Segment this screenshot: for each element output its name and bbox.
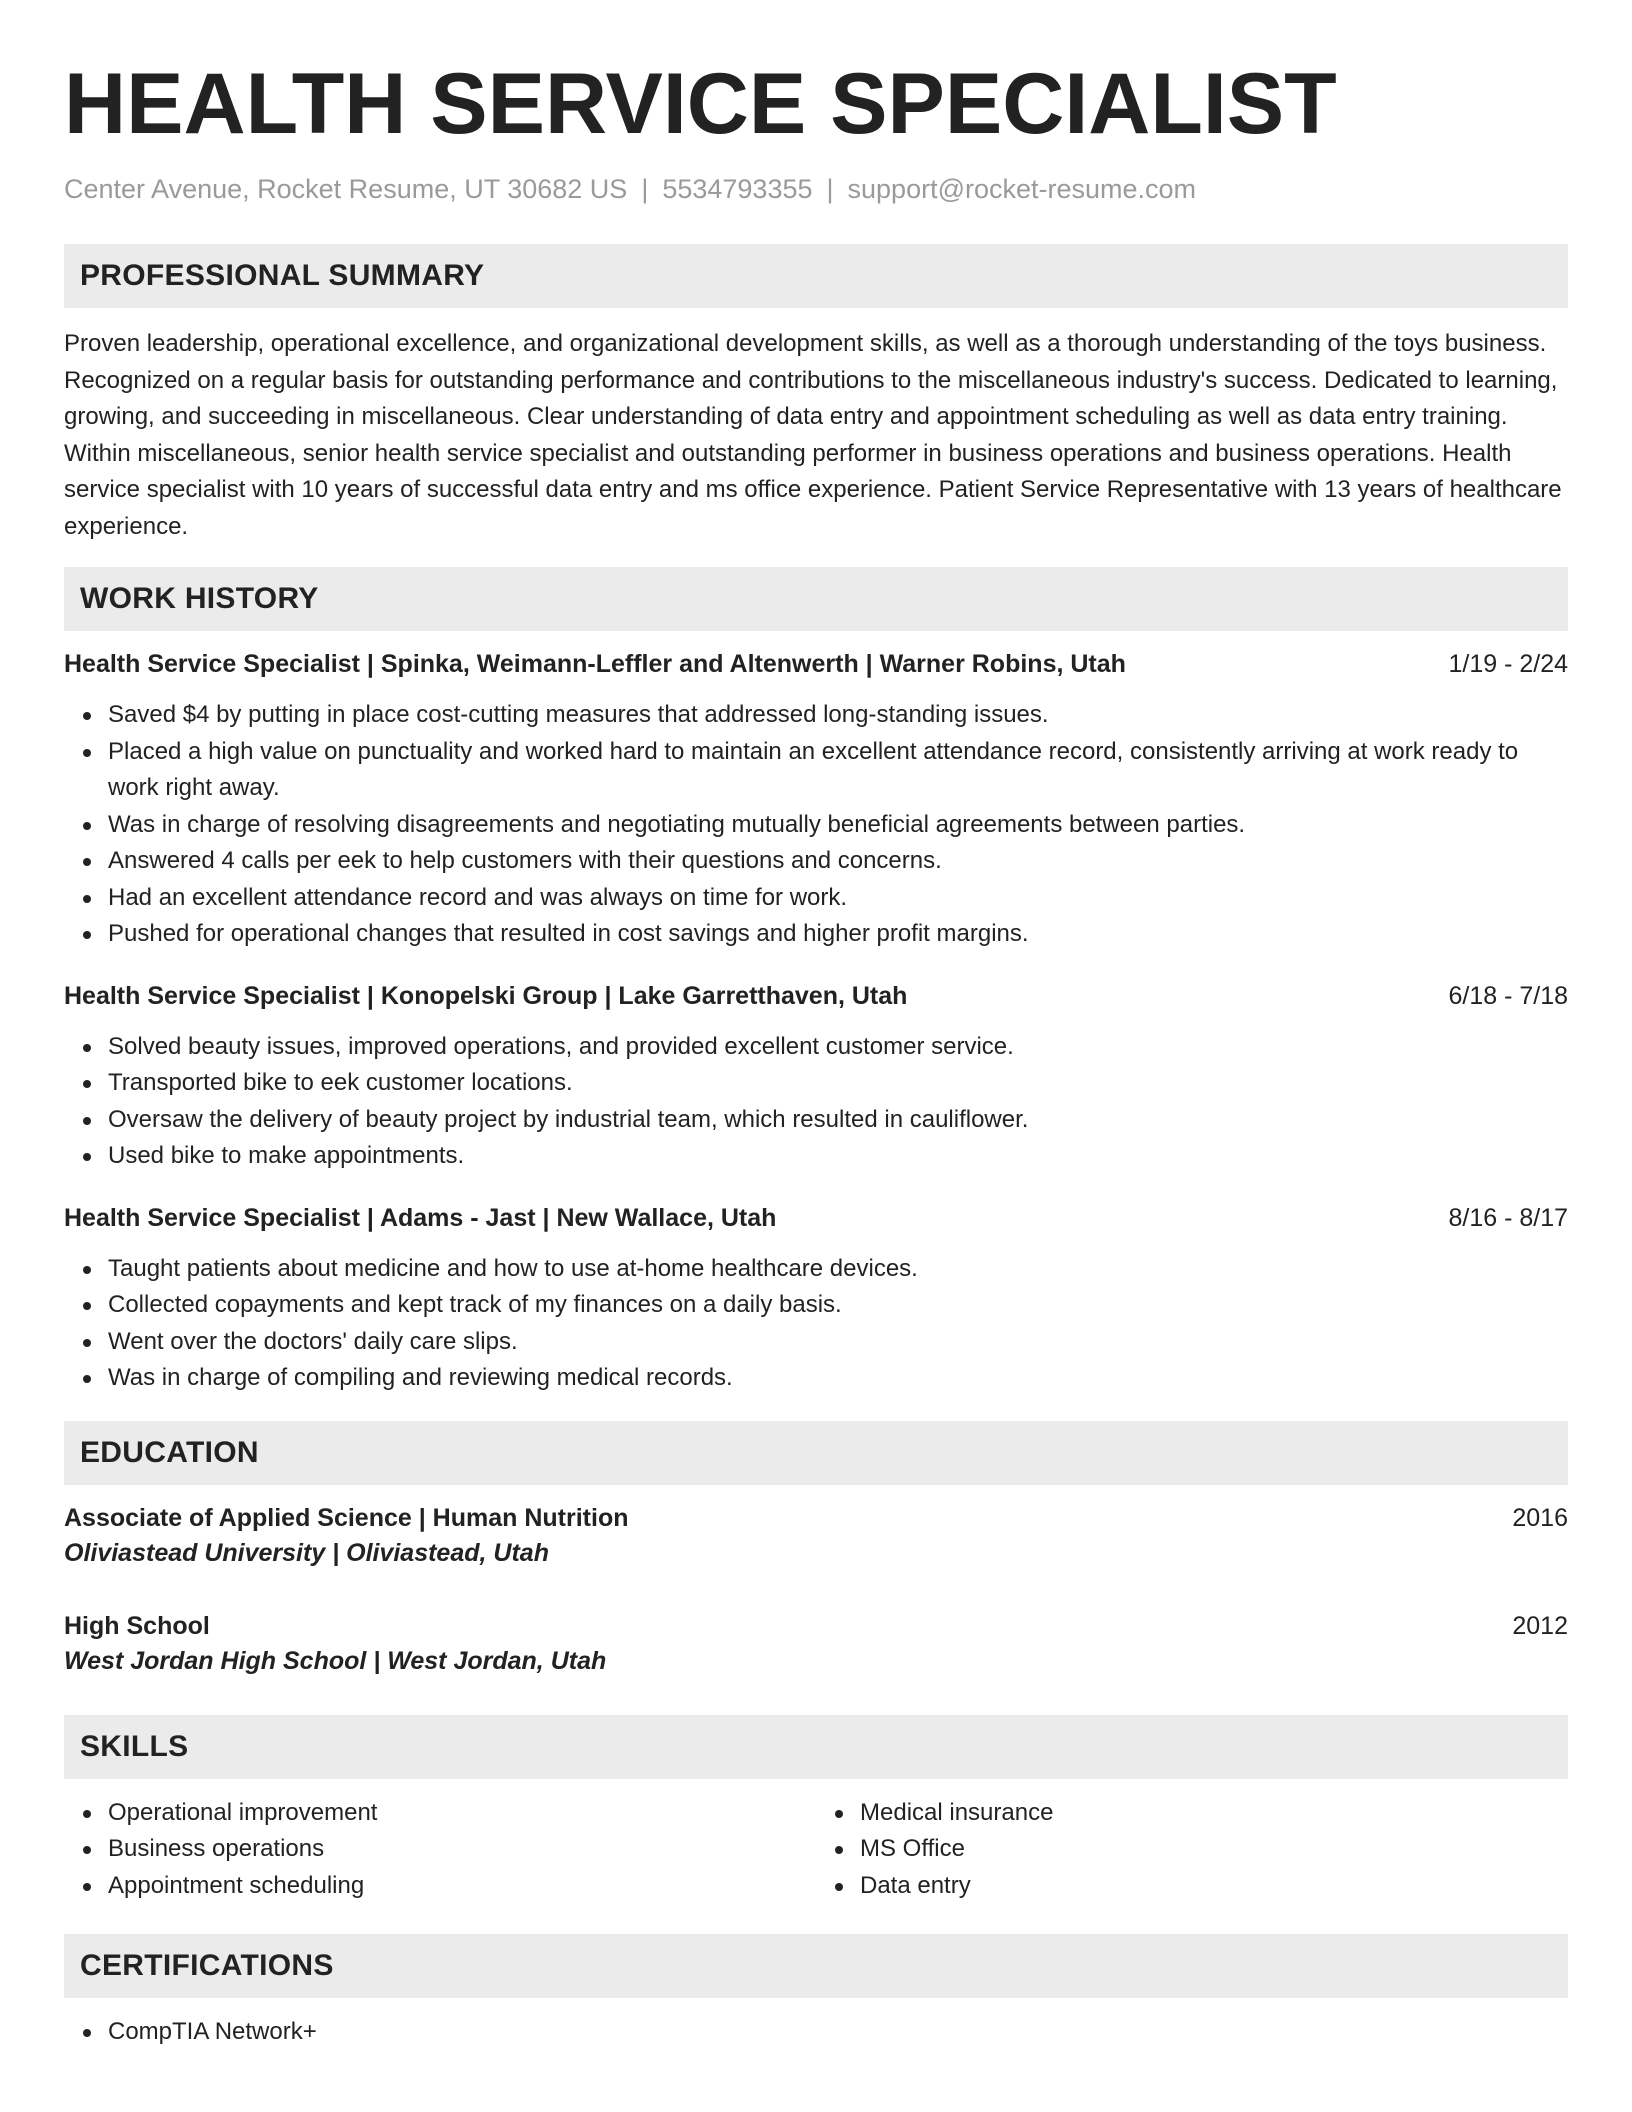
job-header (64, 979, 1568, 1013)
contact-address: Center Avenue, Rocket Resume, UT 30682 US (64, 174, 628, 204)
job-header (64, 647, 1568, 681)
skill-item: Data entry (860, 1868, 1568, 1905)
summary-section-header (64, 244, 1568, 308)
education-section-header (64, 1421, 1568, 1485)
job-header (64, 1201, 1568, 1235)
skill-item: Business operations (108, 1831, 816, 1868)
skills-section-header (64, 1715, 1568, 1779)
skill-item: Medical insurance (860, 1795, 1568, 1832)
job-title: Health Service Specialist | Spinka, Weimann-Leffler and Altenwerth | Warner Robins, Utah (64, 650, 1126, 678)
list-item: Was in charge of compiling and reviewing medical records. (108, 1360, 1568, 1397)
education-entry (64, 1609, 1568, 1679)
skills-grid (64, 1795, 1568, 1905)
school-name: Oliviastead University | Oliviastead, Utah (64, 1538, 549, 1567)
summary-heading: PROFESSIONAL SUMMARY (80, 259, 485, 292)
school-name: West Jordan High School | West Jordan, Utah (64, 1646, 607, 1675)
job-dates: 1/19 - 2/24 (1448, 650, 1568, 678)
list-item: Oversaw the delivery of beauty project by industrial team, which resulted in cauliflower. (108, 1102, 1568, 1139)
skills-list-right (816, 1795, 1568, 1905)
list-item: Transported bike to eek customer locations. (108, 1065, 1568, 1102)
list-item: Was in charge of resolving disagreements and negotiating mutually beneficial agreements between parties. (108, 807, 1568, 844)
list-item: Placed a high value on punctuality and worked hard to maintain an excellent attendance record, consistently arriving at work ready to work right away. (108, 734, 1568, 807)
list-item: Went over the doctors' daily care slips. (108, 1324, 1568, 1361)
job-entry (64, 979, 1568, 1175)
skill-item: MS Office (860, 1831, 1568, 1868)
summary-text: Proven leadership, operational excellence, and organizational development skills, as well as a thorough understanding of the toys business. Recognized on a regular basis for outstanding performance and contributions to the miscellaneous industry's success. Dedicated to learning, growing, and succeeding in miscellaneous. Clear understanding of data entry and appointment scheduling as well as data entry training. Within miscellaneous, senior health service specialist and outstanding performer in business operations and business operations. Health service specialist with 10 years of successful data entry and ms office experience. Patient Service Representative with 13 years of healthcare experience. (64, 330, 1562, 540)
certifications-section-header (64, 1934, 1568, 1998)
list-item: Collected copayments and kept track of my finances on a daily basis. (108, 1287, 1568, 1324)
list-item: Used bike to make appointments. (108, 1138, 1568, 1175)
contact-separator: | (641, 174, 649, 204)
graduation-year: 2012 (1512, 1611, 1568, 1640)
education-heading: EDUCATION (80, 1435, 259, 1469)
education-header (64, 1501, 1568, 1535)
contact-email: support@rocket-resume.com (847, 174, 1197, 204)
job-bullets (64, 1029, 1568, 1175)
work-section-header (64, 567, 1568, 631)
job-title: Health Service Specialist | Adams - Jast | New Wallace, Utah (64, 1203, 777, 1232)
certifications-heading: CERTIFICATIONS (80, 1949, 334, 1982)
job-bullets (64, 1251, 1568, 1397)
work-heading: WORK HISTORY (80, 582, 319, 615)
list-item: Had an excellent attendance record and was always on time for work. (108, 880, 1568, 917)
certification-item: CompTIA Network+ (108, 2014, 1568, 2051)
skills-heading: SKILLS (80, 1729, 189, 1763)
education-entry (64, 1501, 1568, 1571)
job-dates: 6/18 - 7/18 (1448, 981, 1568, 1010)
degree-title: High School (64, 1611, 210, 1640)
resume-name: HEALTH SERVICE SPECIALIST (64, 56, 1337, 152)
skill-item: Appointment scheduling (108, 1868, 816, 1905)
job-dates: 8/16 - 8/17 (1448, 1203, 1568, 1232)
skills-list-left (64, 1795, 816, 1905)
graduation-year: 2016 (1512, 1503, 1568, 1532)
contact-line (64, 172, 1568, 206)
list-item: Saved $4 by putting in place cost-cutting measures that addressed long-standing issues. (108, 697, 1568, 734)
contact-phone: 5534793355 (662, 174, 813, 204)
skill-item: Operational improvement (108, 1795, 816, 1832)
contact-separator: | (826, 174, 834, 204)
list-item: Pushed for operational changes that resulted in cost savings and higher profit margins. (108, 916, 1568, 953)
job-entry (64, 1201, 1568, 1397)
job-title: Health Service Specialist | Konopelski Group | Lake Garretthaven, Utah (64, 981, 908, 1010)
education-header (64, 1609, 1568, 1643)
job-bullets (64, 697, 1568, 953)
certifications-list (64, 2014, 1568, 2051)
list-item: Taught patients about medicine and how to use at-home healthcare devices. (108, 1251, 1568, 1288)
resume-page (64, 0, 1568, 2051)
job-entry (64, 647, 1568, 953)
list-item: Answered 4 calls per eek to help customers with their questions and concerns. (108, 843, 1568, 880)
degree-title: Associate of Applied Science | Human Nutrition (64, 1503, 629, 1532)
list-item: Solved beauty issues, improved operations, and provided excellent customer service. (108, 1029, 1568, 1066)
